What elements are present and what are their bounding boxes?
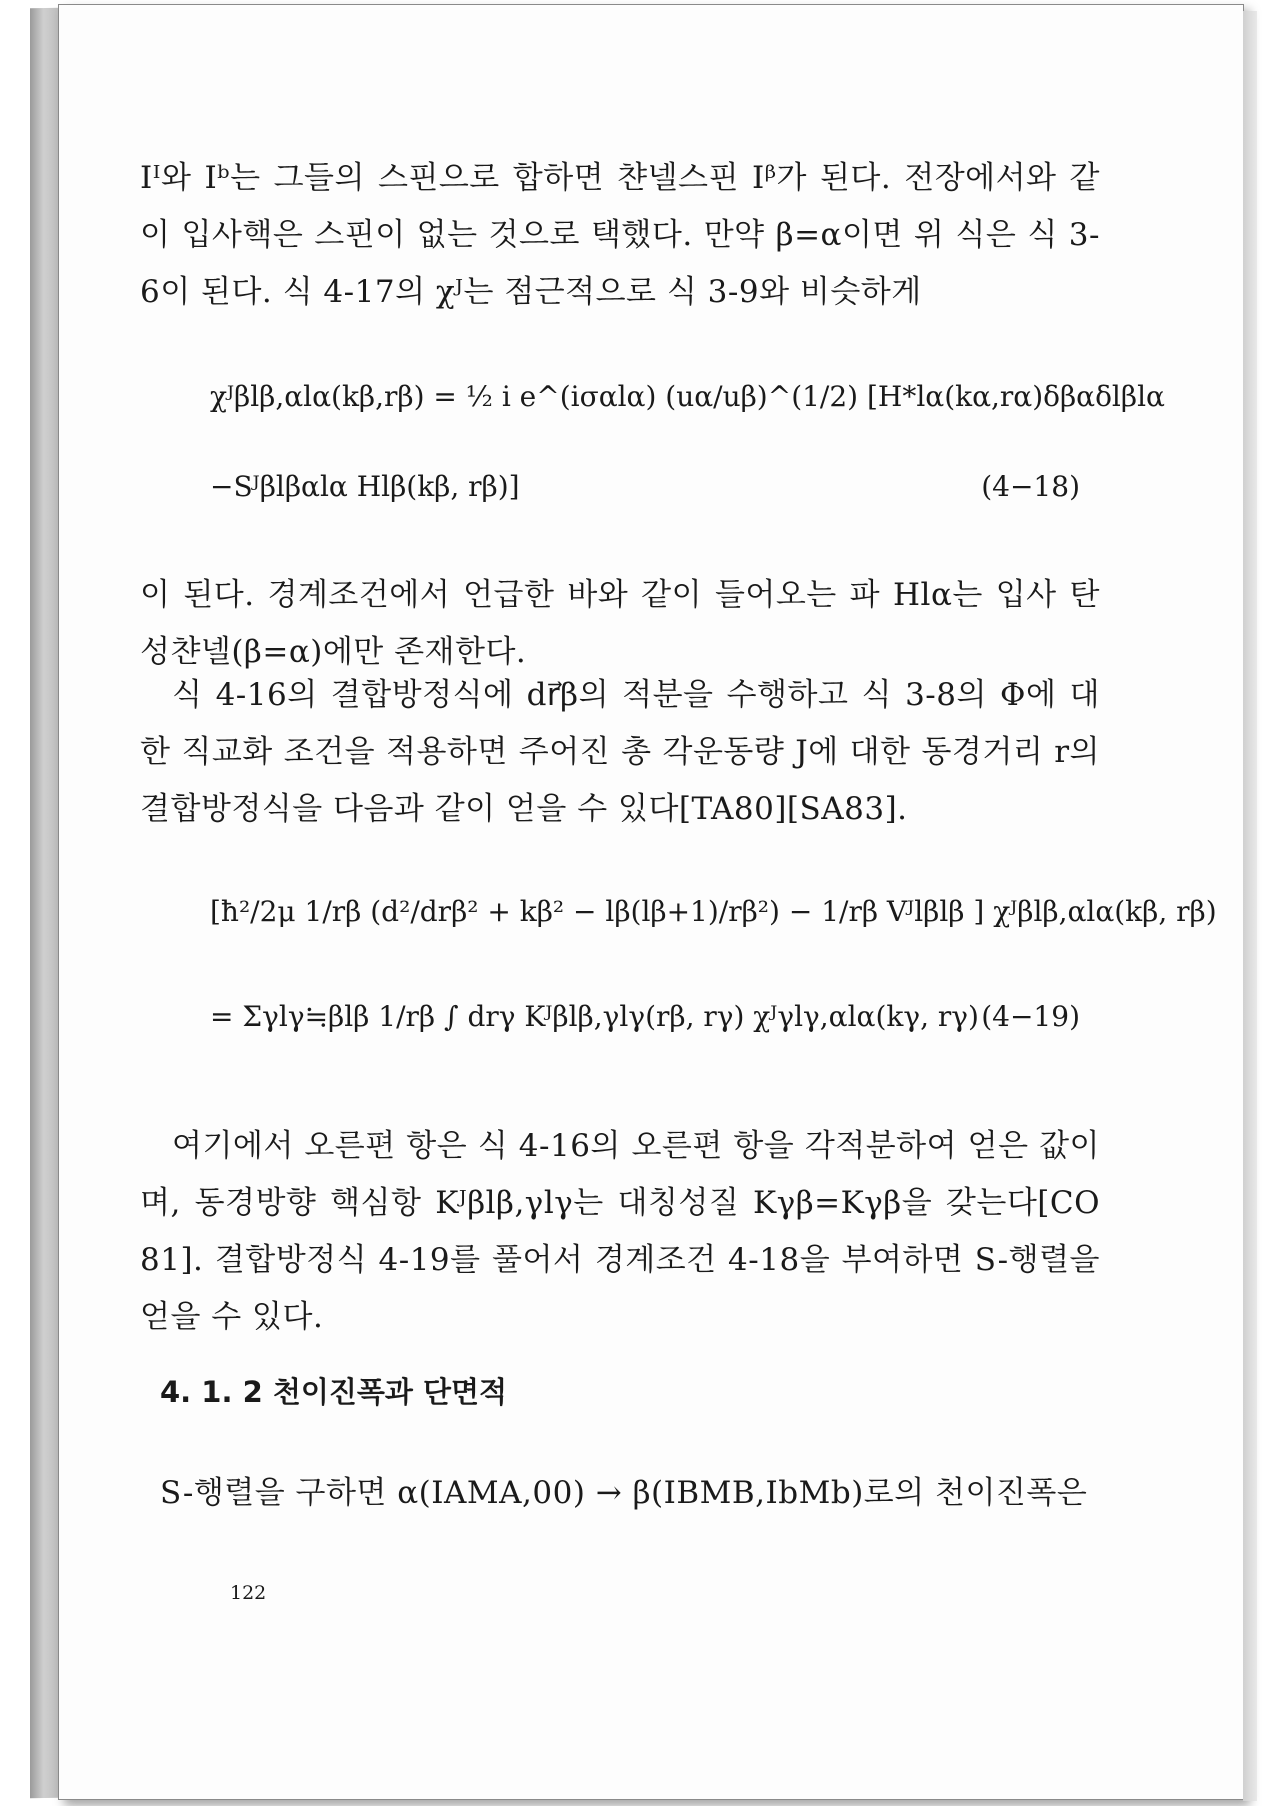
equation-4-19-line-1: [ħ²/2μ 1/rβ (d²/drβ² + kβ² − lβ(lβ+1)/rβ²) − 1/rβ Vᴶlβlβ ] χᴶβlβ,αlα(kβ, rβ) bbox=[210, 895, 1217, 928]
paragraph-4-text: 여기에서 오른편 항은 식 4-16의 오른편 항을 각적분하여 얻은 값이며, 동경방향 핵심항 Kᴶβlβ,γlγ는 대칭성질 Kγβ=Kγβ을 갖는다[CO 81]. 결합방정식 4-19를 풀어서 경계조건 4-18을 부여하면 S-행렬을 얻을 수 있다. bbox=[140, 1128, 1100, 1335]
equation-number-4-19: (4−19) bbox=[981, 1000, 1080, 1033]
paragraph-1 bbox=[140, 150, 1100, 321]
page-edge bbox=[1243, 11, 1257, 1801]
paragraph-2-text: 이 된다. 경계조건에서 언급한 바와 같이 들어오는 파 Hlα는 입사 탄성챤넬(β=α)에만 존재한다. bbox=[140, 577, 1100, 670]
paragraph-5-text: S-행렬을 구하면 α(IAMA,00) → β(IBMB,IbMb)로의 천이진폭은 bbox=[160, 1475, 1088, 1511]
equation-4-18-line-2: −Sᴶβlβαlα Hlβ(kβ, rβ)] bbox=[210, 470, 520, 503]
section-heading: 4. 1. 2 천이진폭과 단면적 bbox=[160, 1375, 508, 1409]
equation-4-19-line-2: = Σγlγ≒βlβ 1/rβ ∫ drγ Kᴶβlβ,γlγ(rβ, rγ) χᴶγlγ,αlα(kγ, rγ) bbox=[210, 1000, 979, 1033]
equation-4-18-line-1: χᴶβlβ,αlα(kβ,rβ) = ½ i e^(iσαlα) (uα/uβ)^(1/2) [H*lα(kα,rα)δβαδlβlα bbox=[210, 380, 1165, 413]
paragraph-5 bbox=[160, 1465, 1100, 1522]
paragraph-3-text: 식 4-16의 결합방정식에 dr⃗β의 적분을 수행하고 식 3-8의 Φ에 대한 직교화 조건을 적용하면 주어진 총 각운동량 J에 대한 동경거리 r의 결합방정식을 다음과 같이 얻을 수 있다[TA80][SA83]. bbox=[140, 677, 1100, 827]
paragraph-3 bbox=[140, 667, 1100, 838]
paragraph-2 bbox=[140, 567, 1100, 681]
page-number: 122 bbox=[230, 1582, 267, 1604]
paragraph-1-text: Iᴵ와 Iᵇ는 그들의 스핀으로 합하면 챤넬스핀 Iᵝ가 된다. 전장에서와 같이 입사핵은 스핀이 없는 것으로 택했다. 만약 β=α이면 위 식은 식 3-6이 된다. 식 4-17의 χᴶ는 점근적으로 식 3-9와 비슷하게 bbox=[140, 160, 1100, 310]
paragraph-4 bbox=[140, 1118, 1100, 1346]
book-spine bbox=[30, 8, 60, 1799]
equation-number-4-18: (4−18) bbox=[981, 470, 1080, 503]
